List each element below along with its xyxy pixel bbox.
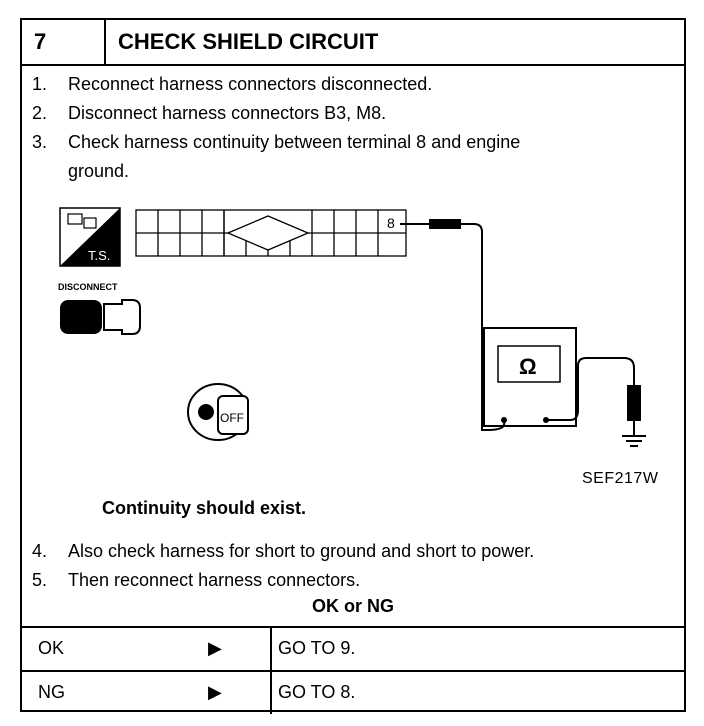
instruction-number: 3. (32, 132, 48, 152)
outcome-row (22, 670, 684, 714)
instruction-item (32, 537, 534, 566)
outcome-action: GO TO 9. (270, 628, 355, 670)
arrow-icon: ▶ (208, 638, 222, 658)
procedure-box (20, 18, 686, 712)
instruction-number: 2. (32, 103, 48, 123)
instruction-item (32, 128, 520, 157)
instruction-list (32, 70, 520, 186)
instruction-number: 5. (32, 570, 48, 590)
figure-id: SEF217W (582, 470, 659, 487)
instruction-continuation: ground. (68, 161, 130, 181)
instruction-text: Then reconnect harness connectors. (68, 570, 361, 590)
instruction-text: Check harness continuity between terminal 8 and engine (68, 132, 521, 152)
ts-label: T.S. (88, 248, 111, 263)
probe-lead (400, 220, 494, 356)
arrow-icon: ▶ (208, 682, 222, 702)
instruction-item (32, 99, 520, 128)
instruction-text: Also check harness for short to ground and short to power. (68, 541, 535, 561)
outcome-row (22, 626, 684, 670)
outcome-table (22, 626, 684, 714)
outcome-action: GO TO 8. (270, 672, 355, 714)
instruction-list-continued (32, 537, 534, 595)
disconnect-icon (58, 282, 140, 334)
instruction-item (32, 566, 534, 595)
ohm-symbol: Ω (519, 354, 537, 379)
ohmmeter (484, 328, 576, 426)
step-header (22, 20, 684, 66)
step-title: CHECK SHIELD CIRCUIT (118, 29, 379, 54)
step-number: 7 (22, 20, 106, 64)
expected-result: Continuity should exist. (102, 498, 307, 518)
disconnect-label: DISCONNECT (58, 282, 118, 292)
terminal-label: 8 (387, 215, 395, 231)
instruction-number: 1. (32, 74, 48, 94)
circuit-diagram (22, 200, 684, 480)
instruction-item (32, 70, 520, 99)
outcome-label: OK (38, 638, 65, 658)
instruction-text: Reconnect harness connectors disconnected. (68, 74, 433, 94)
instruction-text: Disconnect harness connectors B3, M8. (68, 103, 387, 123)
connector-face (136, 210, 406, 256)
key-label: OFF (220, 411, 244, 425)
okng-header: OK or NG (311, 596, 394, 616)
ts-icon (60, 208, 120, 266)
instruction-number: 4. (32, 541, 48, 561)
outcome-label: NG (38, 682, 65, 702)
ignition-key-icon (188, 384, 248, 440)
